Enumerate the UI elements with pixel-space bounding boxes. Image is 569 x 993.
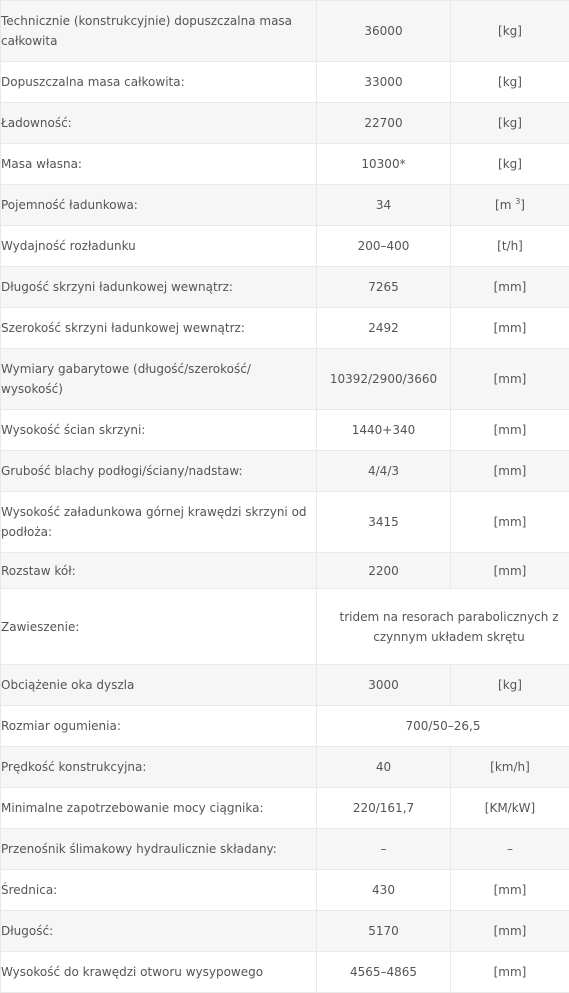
spec-value: 36000 [317,1,451,62]
spec-value: 4/4/3 [317,451,451,492]
table-row [1,410,569,451]
spec-label: Wysokość załadunkowa górnej krawędzi skrzyni od podłoża: [1,492,317,553]
spec-value: 10392/2900/3660 [317,349,451,410]
spec-value: 3000 [317,665,451,706]
unit-exponent: 3 [515,197,520,206]
spec-label: Prędkość konstrukcyjna: [1,747,317,788]
table-row [1,451,569,492]
spec-value: 2492 [317,308,451,349]
spec-label: Zawieszenie: [1,589,317,665]
spec-value: 200–400 [317,226,451,267]
spec-value: 430 [317,870,451,911]
table-row [1,589,569,665]
table-row [1,103,569,144]
spec-unit [451,185,569,226]
table-row [1,185,569,226]
table-row [1,829,569,870]
table-row [1,747,569,788]
table-row [1,706,569,747]
table-row [1,492,569,553]
table-row [1,226,569,267]
table-row [1,1,569,62]
spec-unit: [kg] [451,665,569,706]
table-row [1,952,569,993]
spec-unit: [mm] [451,349,569,410]
spec-unit: [mm] [451,308,569,349]
spec-unit: – [451,829,569,870]
spec-unit: [mm] [451,952,569,993]
spec-label: Wydajność rozładunku [1,226,317,267]
table-row [1,788,569,829]
table-row [1,349,569,410]
unit-base: [m [495,198,515,212]
spec-label: Ładowność: [1,103,317,144]
spec-label: Technicznie (konstrukcyjnie) dopuszczalna masa całkowita [1,1,317,62]
spec-label: Grubość blachy podłogi/ściany/nadstaw: [1,451,317,492]
spec-unit: [kg] [451,144,569,185]
spec-value: 3415 [317,492,451,553]
spec-value: 40 [317,747,451,788]
spec-unit: [kg] [451,1,569,62]
spec-value: tridem na resorach parabolicznych z czynnym układem skrętu [317,589,569,665]
spec-unit: [mm] [451,451,569,492]
spec-label: Rozmiar ogumienia: [1,706,317,747]
spec-unit: [kg] [451,103,569,144]
table-row [1,911,569,952]
spec-label: Przenośnik ślimakowy hydraulicznie składany: [1,829,317,870]
spec-label: Rozstaw kół: [1,553,317,589]
spec-unit: [mm] [451,553,569,589]
spec-value: 220/161,7 [317,788,451,829]
spec-value: 5170 [317,911,451,952]
spec-value: 34 [317,185,451,226]
table-row [1,62,569,103]
table-row [1,144,569,185]
spec-value: – [317,829,451,870]
spec-label: Dopuszczalna masa całkowita: [1,62,317,103]
spec-label: Wysokość do krawędzi otworu wysypowego [1,952,317,993]
spec-label: Długość: [1,911,317,952]
spec-unit: [mm] [451,267,569,308]
table-row [1,267,569,308]
spec-value: 33000 [317,62,451,103]
spec-label: Minimalne zapotrzebowanie mocy ciągnika: [1,788,317,829]
spec-unit: [mm] [451,492,569,553]
spec-label: Szerokość skrzyni ładunkowej wewnątrz: [1,308,317,349]
table-row [1,553,569,589]
spec-unit: [kg] [451,62,569,103]
spec-unit: [mm] [451,911,569,952]
spec-unit: [mm] [451,410,569,451]
spec-label: Wymiary gabarytowe (długość/szerokość/ wysokość) [1,349,317,410]
spec-label: Średnica: [1,870,317,911]
spec-unit: [KM/kW] [451,788,569,829]
spec-label: Pojemność ładunkowa: [1,185,317,226]
spec-unit: [km/h] [451,747,569,788]
spec-label: Wysokość ścian skrzyni: [1,410,317,451]
spec-value: 7265 [317,267,451,308]
spec-label: Długość skrzyni ładunkowej wewnątrz: [1,267,317,308]
spec-value: 10300* [317,144,451,185]
spec-value: 2200 [317,553,451,589]
unit-close: ] [520,198,525,212]
spec-value: 4565–4865 [317,952,451,993]
spec-unit: [t/h] [451,226,569,267]
spec-label: Masa własna: [1,144,317,185]
spec-value: 1440+340 [317,410,451,451]
spec-label: Obciążenie oka dyszla [1,665,317,706]
table-row [1,665,569,706]
spec-value: 700/50–26,5 [317,706,569,747]
table-row [1,870,569,911]
spec-unit: [mm] [451,870,569,911]
spec-value: 22700 [317,103,451,144]
table-row [1,308,569,349]
